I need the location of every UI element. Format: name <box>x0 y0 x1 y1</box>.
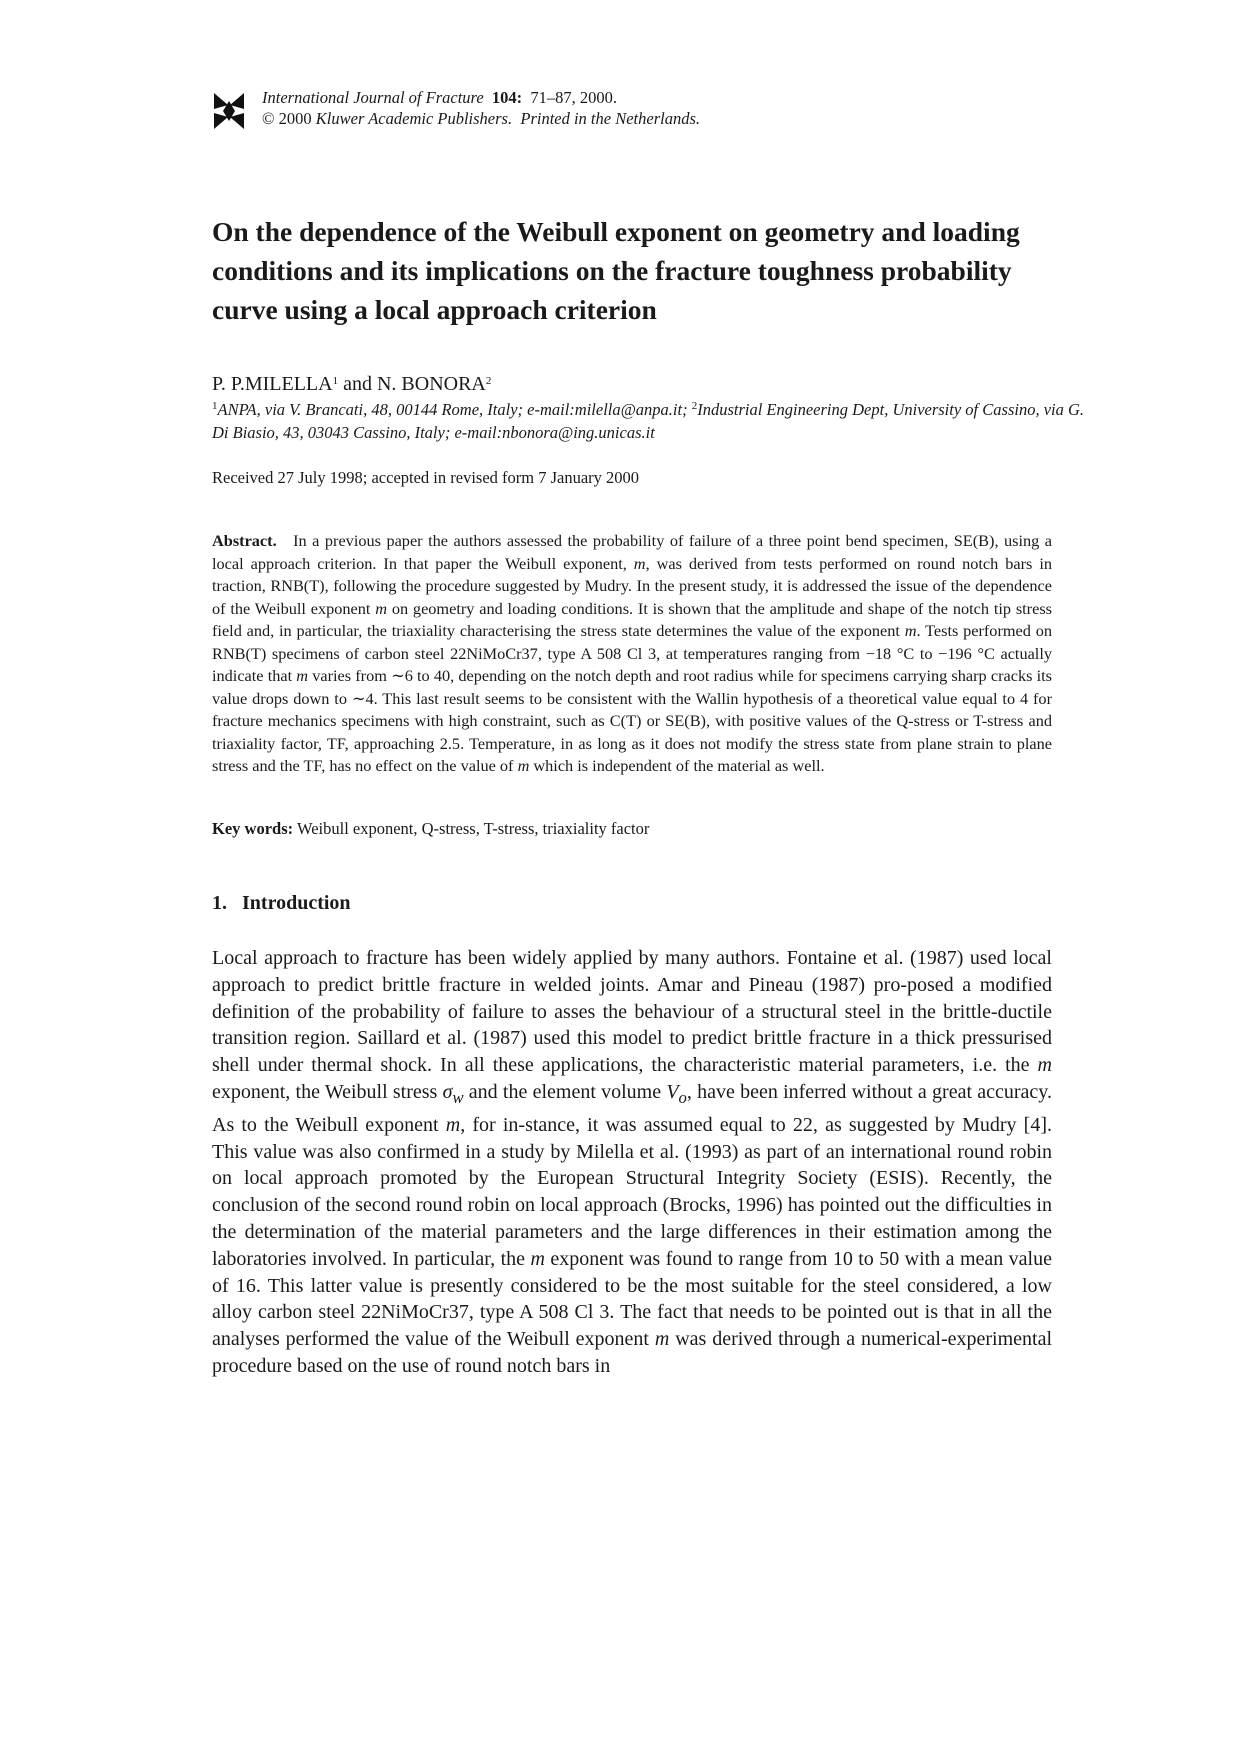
abstract-label: Abstract. <box>212 531 277 550</box>
body-text: exponent was found to range from 10 to 50 with a mean value of 16. This latter value is presently considered to be the most suitable for the steel considered, a low alloy carbon steel 22NiMoCr37, type A 508 Cl 3. The fact that needs to be pointed out is that in all the analyses performed the value of the Weibull exponent <box>212 1247 1052 1351</box>
abstract-text: In a previous paper the authors assessed the probability of failure of a three point bend specimen, SE(B), using a local approach criterion. In that paper the Weibull exponent, <box>212 531 1053 573</box>
journal-pages: 71–87, 2000. <box>530 88 618 107</box>
abstract-text: on geometry and loading conditions. It is shown that the amplitude and shape of the notch tip stress field and, in particular, the triaxiality characterising the stress state determines the value of the exponent <box>212 598 1052 640</box>
math-subscript: o <box>678 1087 687 1107</box>
body-text: and the element volume <box>463 1080 667 1103</box>
copyright-symbol: © <box>262 109 275 128</box>
abstract-text: which is independent of the material as well. <box>529 756 825 775</box>
math-symbol: m <box>904 621 917 640</box>
publisher-logo-icon <box>212 91 246 131</box>
keywords <box>212 818 649 840</box>
affiliation-marker: 1 <box>212 400 218 412</box>
paper-title: On the dependence of the Weibull exponent on geometry and loading conditions and its implications on the fracture toughness probability curve using a local approach criterion <box>212 216 1020 325</box>
section-heading <box>212 891 351 915</box>
publisher-name: Kluwer Academic Publishers. <box>315 109 513 128</box>
author-name: P. P.MILELLA <box>212 373 333 395</box>
affiliation-marker: 2 <box>691 400 698 412</box>
section-number: 1. <box>212 892 227 914</box>
affiliation-2: Industrial Engineering Dept, University of Cassino, via G. Di Biasio, 43, 03043 Cassino, Italy; e-mail:nbonora@ing.unicas.it <box>212 400 1085 442</box>
copyright-year: 2000 <box>278 109 312 128</box>
math-symbol: m <box>530 1247 545 1270</box>
math-symbol: V <box>666 1080 679 1103</box>
math-symbol: m <box>375 598 388 618</box>
copyright-line <box>262 108 700 129</box>
body-text: exponent, the Weibull stress <box>212 1080 443 1103</box>
body-text: , have been inferred without a great accuracy. As to the Weibull exponent <box>212 1080 1052 1136</box>
math-symbol: m <box>517 756 530 775</box>
printed-note: Printed in the Netherlands. <box>520 109 701 128</box>
abstract <box>212 530 1052 778</box>
journal-name: International Journal of Fracture <box>262 88 484 107</box>
author-name: N. BONORA <box>376 373 486 395</box>
math-subscript: w <box>452 1087 464 1107</box>
journal-volume: 104: <box>491 88 523 107</box>
journal-citation <box>262 87 700 129</box>
body-paragraph <box>212 945 1052 1380</box>
affiliation-1: ANPA, via V. Brancati, 48, 00144 Rome, Italy; e-mail:milella@anpa.it; <box>217 400 688 419</box>
journal-line <box>262 87 700 108</box>
abstract-text: , was derived from tests performed on round notch bars in traction, RNB(T), following the procedure suggested by Mudry. In the present study, it is addressed the issue of the dependence of the Weibull exponent <box>212 553 1052 618</box>
body-text: was derived through a numerical-experimental procedure based on the use of round notch bars in <box>212 1328 1052 1377</box>
affiliation-marker: 2 <box>485 375 492 387</box>
math-symbol: m <box>633 553 646 573</box>
abstract-text: . Tests performed on RNB(T) specimens of carbon steel 22NiMoCr37, type A 508 Cl 3, at temperatures ranging from −18 °C to −196 °C actually indicate that <box>212 621 1052 685</box>
abstract-text: varies from ∼6 to 40, depending on the notch depth and root radius while for specimens carrying sharp cracks its value drops down to ∼4. This last result seems to be consistent with the Wallin hypothesis of a theoretical value equal to 4 for fracture mechanics specimens with high constraint, such as C(T) or SE(B), with positive values of the Q-stress or T-stress and triaxiality factor, TF, approaching 2.5. Temperature, in as long as it does not modify the stress state from plane strain to plane stress and the TF, has no effect on the value of <box>212 666 1052 775</box>
math-symbol: m <box>1037 1054 1052 1077</box>
math-symbol: σ <box>442 1080 453 1103</box>
math-symbol: m <box>654 1328 670 1351</box>
keywords-text: Weibull exponent, Q-stress, T-stress, triaxiality factor <box>296 819 650 838</box>
section-title: Introduction <box>242 892 351 914</box>
affiliations <box>212 398 1092 444</box>
keywords-label: Key words: <box>212 819 294 838</box>
received-date: Received 27 July 1998; accepted in revised form 7 January 2000 <box>212 468 640 487</box>
journal-header <box>212 87 1112 137</box>
affiliation-marker: 1 <box>332 375 339 387</box>
body-text: , for in-stance, it was assumed equal to 22, as suggested by Mudry [4]. This value was also confirmed in a study by Milella et al. (1993) as part of an international round robin on local approach promoted by the European Structural Integrity Society (ESIS). Recently, the conclusion of the second round robin on local approach (Brocks, 1996) has pointed out the difficulties in the determination of the material parameters and the large differences in their estimation among the laboratories involved. In particular, the <box>212 1113 1052 1270</box>
math-symbol: m <box>445 1113 461 1136</box>
author-conjunction: and <box>343 373 372 395</box>
math-symbol: m <box>296 666 309 685</box>
body-text: Local approach to fracture has been widely applied by many authors. Fontaine et al. (1987) used local approach to predict brittle fracture in welded joints. Amar and Pineau (1987) pro-posed a modified definition of the probability of failure to asses the behaviour of a structural steel in the brittle-ductile transition region. Saillard et al. (1987) used this model to predict brittle fracture in a thick pressurised shell under thermal shock. In all these applications, the characteristic material parameters, i.e. the <box>212 947 1052 1077</box>
author-list <box>212 372 491 396</box>
